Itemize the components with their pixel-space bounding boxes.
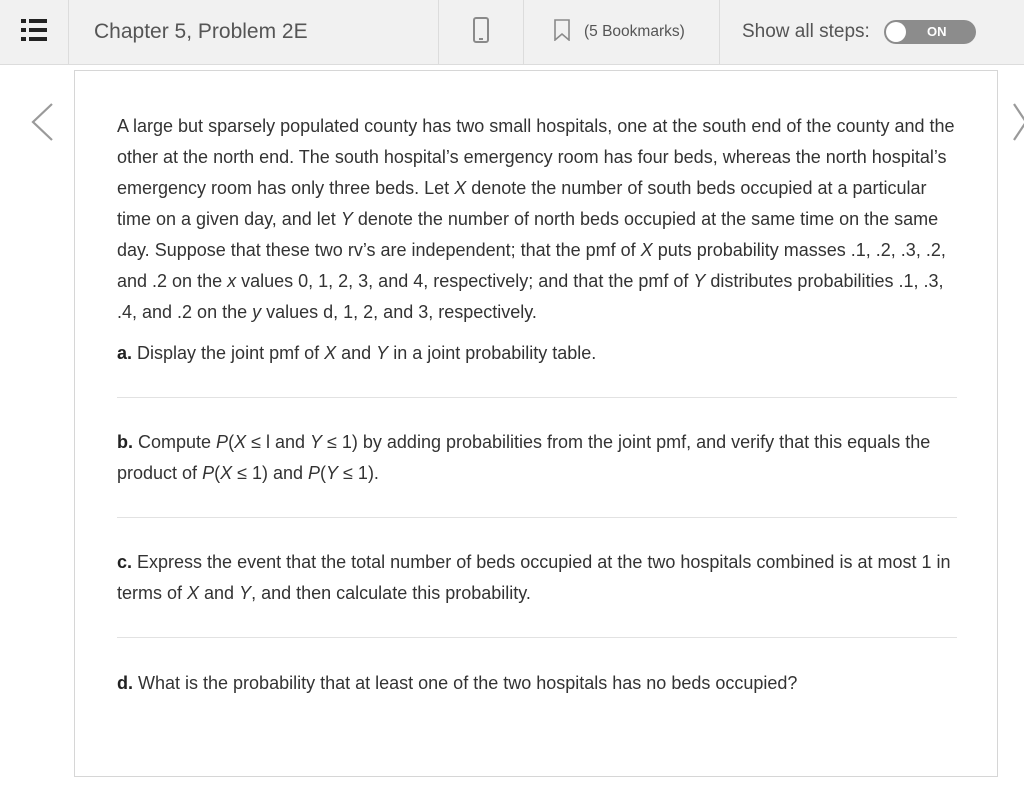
bookmark-icon	[554, 19, 570, 46]
divider	[117, 397, 957, 398]
next-problem-button[interactable]	[1012, 100, 1024, 144]
part-b: b. Compute P(X ≤ l and Y ≤ 1) by adding probabilities from the joint pmf, and verify that this equals the product of P(X ≤ 1) and P(Y ≤ 1).	[117, 432, 931, 483]
part-d: d. What is the probability that at least one of the two hospitals has no beds occupied?	[117, 673, 798, 693]
mobile-device-icon	[473, 17, 489, 48]
divider	[117, 637, 957, 638]
problem-content	[117, 111, 957, 699]
top-bar	[0, 0, 1024, 65]
chevron-left-icon	[28, 100, 56, 144]
toggle-state: ON	[927, 24, 947, 39]
part-a: a. Display the joint pmf of X and Y in a joint probability table.	[117, 343, 597, 363]
show-all-steps-label: Show all steps:	[742, 21, 870, 42]
toggle-knob	[886, 22, 906, 42]
list-menu-icon	[21, 19, 47, 46]
problem-statement: A large but sparsely populated county has two small hospitals, one at the south end of the county and the other at the north end. The south hospital’s emergency room has four beds, whereas the north hospital’s emergency room has only three beds. Let X denote the number of south beds occupied at a particular time on a given day, and let Y denote the number of north beds occupied at the same time on the same day. Suppose that these two rv’s are independent; that the pmf of X puts probability masses .1, .2, .3, .2, and .2 on the x values 0, 1, 2, 3, and 4, respectively; and that the pmf of Y distributes probabilities .1, .3, .4, and .2 on the y values d, 1, 2, and 3, respectively.	[117, 116, 955, 322]
show-all-steps-toggle[interactable]	[884, 20, 976, 44]
chevron-right-icon	[1012, 100, 1024, 144]
bookmarks-count: (5 Bookmarks)	[584, 23, 685, 40]
bookmarks-button[interactable]	[524, 0, 719, 64]
previous-problem-button[interactable]	[28, 100, 56, 144]
part-c: c. Express the event that the total number of beds occupied at the two hospitals combined is at most 1 in terms of X and Y, and then calculate this probability.	[117, 552, 951, 603]
mobile-view-button[interactable]	[439, 0, 523, 64]
menu-button[interactable]	[0, 0, 68, 64]
page-title: Chapter 5, Problem 2E	[94, 20, 308, 43]
problem-card	[74, 70, 998, 777]
divider	[117, 517, 957, 518]
